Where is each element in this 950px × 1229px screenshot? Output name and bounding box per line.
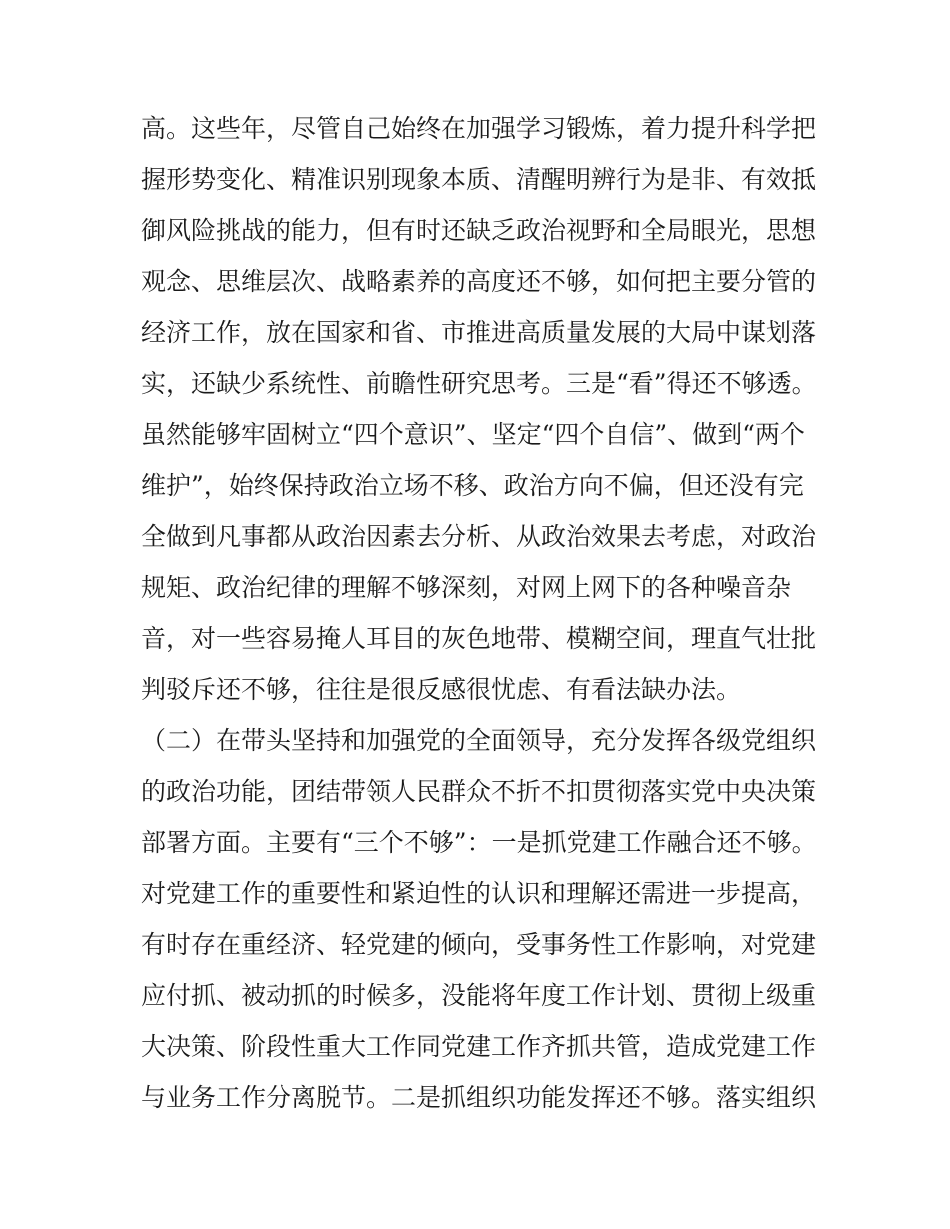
text-line-9: 全做到凡事都从政治因素去分析、从政治效果去考虑，对政治: [141, 522, 817, 551]
text-line-16: 对党建工作的重要性和紧迫性的认识和理解还需进一步提高，: [141, 879, 817, 908]
text-line-6: 实，还缺少系统性、前瞻性研究思考。三是“看”得还不够透。: [141, 369, 817, 398]
text-line-5: 经济工作，放在国家和省、市推进高质量发展的大局中谋划落: [141, 318, 817, 347]
text-line-3: 御风险挑战的能力，但有时还缺乏政治视野和全局眼光，思想: [141, 216, 817, 245]
text-line-15: 部署方面。主要有“三个不够”：一是抓党建工作融合还不够。: [141, 828, 817, 857]
text-line-20: 与业务工作分离脱节。二是抓组织功能发挥还不够。落实组织: [141, 1083, 817, 1112]
text-line-4: 观念、思维层次、战略素养的高度还不够，如何把主要分管的: [141, 267, 817, 296]
text-line-2: 握形势变化、精准识别现象本质、清醒明辨行为是非、有效抵: [141, 165, 817, 194]
text-line-14: 的政治功能，团结带领人民群众不折不扣贯彻落实党中央决策: [141, 777, 817, 806]
text-line-19: 大决策、阶段性重大工作同党建工作齐抓共管，造成党建工作: [141, 1032, 817, 1061]
text-line-11: 音，对一些容易掩人耳目的灰色地带、模糊空间，理直气壮批: [141, 624, 817, 653]
text-line-1: 高。这些年，尽管自己始终在加强学习锻炼，着力提升科学把: [141, 114, 817, 143]
text-line-8: 维护”，始终保持政治立场不移、政治方向不偏，但还没有完: [141, 471, 804, 500]
text-line-10: 规矩、政治纪律的理解不够深刻，对网上网下的各种噪音杂: [141, 573, 792, 602]
text-line-18: 应付抓、被动抓的时候多，没能将年度工作计划、贯彻上级重: [141, 981, 817, 1010]
text-line-7: 虽然能够牢固树立“四个意识”、坚定“四个自信”、做到“两个: [141, 420, 805, 449]
section-heading-line: （二）在带头坚持和加强党的全面领导，充分发挥各级党组织: [141, 726, 817, 755]
text-line-12: 判驳斥还不够，往往是很反感很忧虑、有看法缺办法。: [141, 675, 742, 704]
text-line-17: 有时存在重经济、轻党建的倾向，受事务性工作影响，对党建: [141, 930, 817, 959]
